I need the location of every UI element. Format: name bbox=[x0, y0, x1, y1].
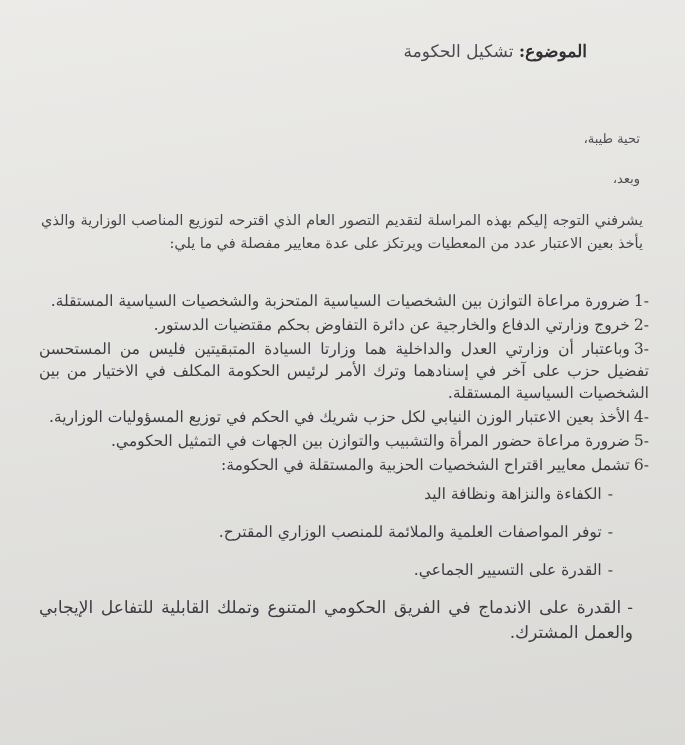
list-item-number: -1 bbox=[633, 292, 649, 310]
subject-label: الموضوع: bbox=[518, 42, 587, 62]
list-item-text: ضرورة مراعاة حضور المرأة والتشبيب والتوازن بين الجهات في التمثيل الحكومي. bbox=[110, 432, 630, 450]
subject-value: تشكيل الحكومة bbox=[403, 42, 514, 62]
list-item-number: -4 bbox=[633, 408, 649, 426]
sub-list-item bbox=[39, 558, 613, 582]
list-item bbox=[39, 430, 649, 452]
sub-criteria-list bbox=[39, 482, 649, 646]
greeting: تحية طيبة، bbox=[583, 132, 640, 147]
dash-bullet-icon: - bbox=[607, 523, 613, 541]
dash-bullet-icon: - bbox=[607, 485, 613, 503]
list-item-number: -3 bbox=[633, 340, 649, 358]
list-item-text: خروج وزارتي الدفاع والخارجية عن دائرة التفاوض بحكم مقتضيات الدستور. bbox=[153, 316, 630, 334]
list-item bbox=[39, 314, 649, 336]
dash-bullet-icon: - bbox=[607, 561, 613, 579]
sub-list-item-text: القدرة على الاندماج في الفريق الحكومي المتنوع وتملك القابلية للتفاعل الإيجابي والعمل المشترك. bbox=[39, 598, 633, 643]
list-item-text: تشمل معايير اقتراح الشخصيات الحزبية والمستقلة في الحكومة: bbox=[221, 456, 630, 474]
list-item-number: -2 bbox=[633, 316, 649, 334]
list-item bbox=[39, 406, 649, 428]
sub-list-item-text: الكفاءة والنزاهة ونظافة اليد bbox=[424, 485, 602, 503]
intro-paragraph: يشرفني التوجه إليكم بهذه المراسلة لتقديم التصور العام الذي اقترحه لتوزيع المناصب الوزارية والذي يأخذ بعين الاعتبار عدد من المعطيات ويرتكز على عدة معايير مفصلة في ما يلي: bbox=[41, 213, 643, 252]
list-item bbox=[39, 454, 649, 646]
list-item-text: ضرورة مراعاة التوازن بين الشخصيات السياسية المتحزبة والشخصيات السياسية المستقلة. bbox=[50, 292, 630, 310]
sub-list-item-text: توفر المواصفات العلمية والملائمة للمنصب الوزاري المقترح. bbox=[218, 523, 602, 541]
list-item bbox=[39, 290, 649, 312]
criteria-list bbox=[39, 290, 649, 660]
greeting-continuation: وبعد، bbox=[612, 172, 640, 187]
dash-bullet-icon: - bbox=[627, 598, 633, 618]
sub-list-item bbox=[39, 596, 633, 646]
list-item-text: الأخذ بعين الاعتبار الوزن النيابي لكل حزب شريك في الحكم في توزيع المسؤوليات الوزارية. bbox=[49, 408, 630, 426]
list-item bbox=[39, 338, 649, 404]
list-item-number: -5 bbox=[633, 432, 649, 450]
subject-line bbox=[403, 42, 587, 62]
sub-list-item bbox=[39, 482, 613, 506]
list-item-number: -6 bbox=[633, 456, 649, 474]
list-item-text: وباعتبار أن وزارتي العدل والداخلية هما وزارتا السيادة المتبقيتين فليس من المستحسن تفضيل حزب على آخر في إسنادهما وترك الأمر لرئيس الحكومة المكلف في الاختيار من بين الشخصيات السياسية المستقلة. bbox=[39, 340, 649, 402]
sub-list-item-text: القدرة على التسيير الجماعي. bbox=[413, 561, 602, 579]
sub-list-item bbox=[39, 520, 613, 544]
